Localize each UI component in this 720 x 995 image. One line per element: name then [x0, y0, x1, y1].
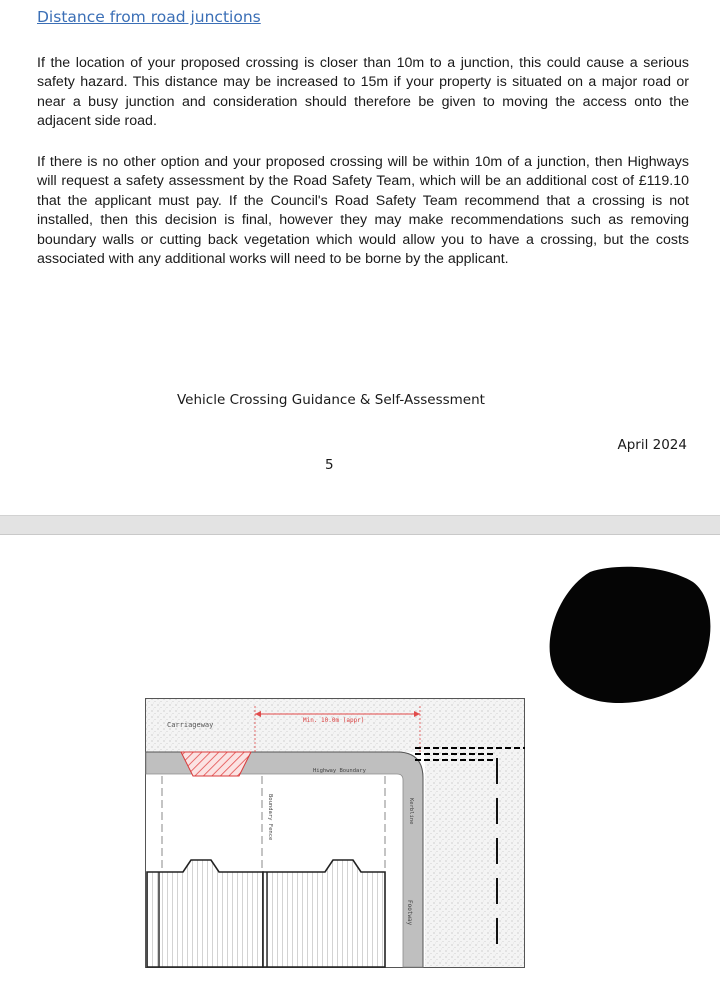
house-left — [147, 860, 263, 967]
proposed-crossing — [181, 752, 251, 776]
footer-title: Vehicle Crossing Guidance & Self-Assessment — [177, 392, 485, 408]
page-number: 5 — [325, 457, 334, 473]
highway-boundary-label: Highway Boundary — [313, 768, 366, 774]
kerbline-label: Kerbline — [408, 798, 414, 825]
paragraph-junction-distance: If the location of your proposed crossing is closer than 10m to a junction, this could cause a serious safety hazard. This distance may be increased to 15m if your property is situated on a major road or near a busy junction and consideration should therefore be given to moving the access onto the adjacent side road. — [37, 55, 689, 130]
side-carriageway-area — [425, 752, 524, 967]
boundary-fence-label: Boundary Fence — [267, 794, 273, 841]
section-heading: Distance from road junctions — [37, 8, 261, 26]
carriageway-label: Carriageway — [167, 721, 214, 729]
house-right — [263, 860, 385, 967]
footer-date: April 2024 — [617, 437, 687, 453]
paragraph-safety-assessment: If there is no other option and your proposed crossing will be within 10m of a junction, then Highways will request a safety assessment by the Road Safety Team, which will be an additional cost of £119.10 that the applicant must pay. If the Council's Road Safety Team recommend that a crossing is not installed, then this decision is final, however they may make recommendations such as removing boundary walls or cutting back vegetation which would allow you to have a crossing, but the costs associated with any additional works will need to be borne by the applicant. — [37, 154, 689, 268]
footway-label: Footway — [406, 900, 413, 926]
min-distance-label: Min. 10.0m (appr) — [303, 717, 365, 724]
junction-diagram — [145, 698, 525, 968]
